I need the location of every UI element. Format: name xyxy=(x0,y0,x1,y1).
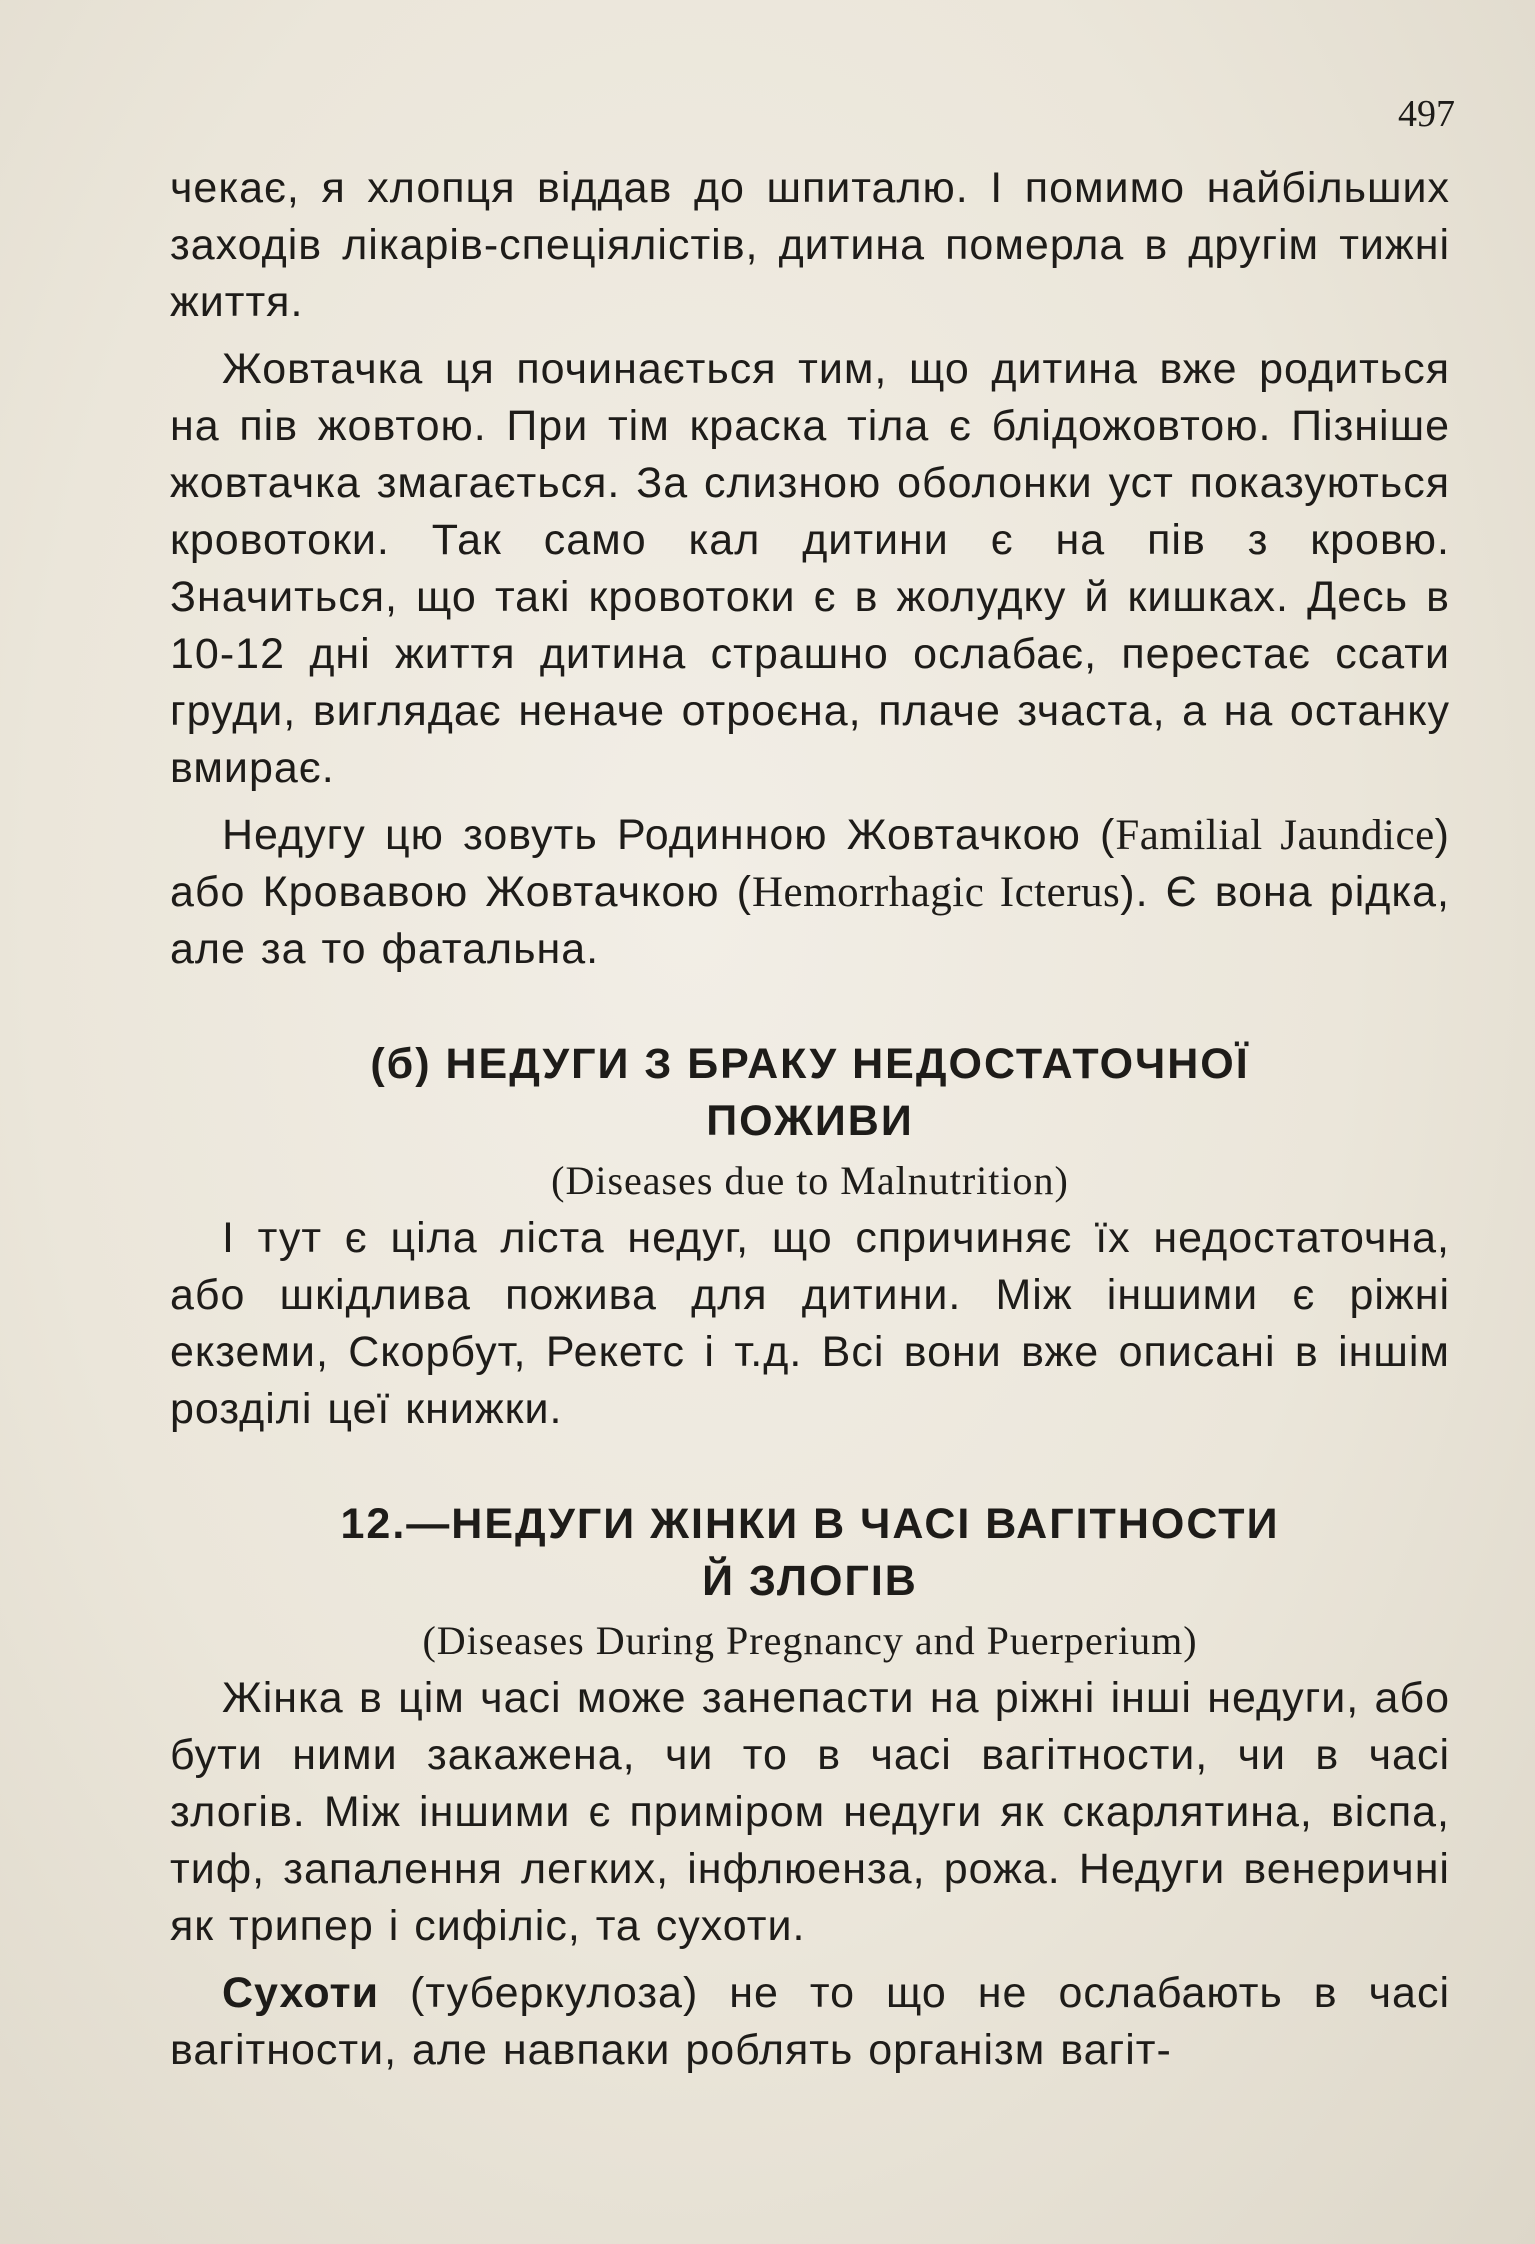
section-b-title-line2: ПОЖИВИ xyxy=(706,1097,914,1145)
section-12-paragraph: Жінка в цім часі може занепасти на ріжні інші недуги, або бути ними закажена, чи то в часі вагітности, чи в часі злогів. Між іншими є приміром недуги як скарлятина, віспа, тиф, запалення легких, інфлюенза, рожа. Недуги венеричні як трипер і сифіліс, та сухоти. xyxy=(170,1674,1450,1950)
section-12-tuberculosis-paragraph xyxy=(170,1965,1450,2079)
paragraph-jaundice-names xyxy=(170,807,1450,978)
para3-part2: ) або Кровавою Жовтачкою ( xyxy=(170,811,1450,916)
section-b-paragraph: І тут є ціла ліста недуг, що спричиняє їх недостаточна, або шкідлива пожива для дитини. Між іншими є ріжні екземи, Скорбут, Рекетс і т.д. Всі вони вже описані в іншім розділі цеї книжки. xyxy=(170,1214,1450,1433)
page-content xyxy=(170,160,1450,2079)
section-b-heading xyxy=(170,1036,1450,1150)
tuberculosis-term: Сухоти xyxy=(222,1969,380,2017)
paragraph-jaundice-description: Жовтачка ця починається тим, що дитина вже родиться на пів жовтою. При тім краска тіла є блідожовтою. Пізніше жовтачка змагається. За слизною оболонки уст показуються кровотоки. Так само кал дитини є на пів з кровю. Значиться, що такі кровотоки є в жолудку й кишках. Десь в 10-12 дні життя дитина страшно ослабає, перестає ссати груди, виглядає неначе отроєна, плаче зчаста, а на останку вмирає. xyxy=(170,345,1450,792)
tuberculosis-text: (туберкулоза) не то що не ослабають в часі вагітности, але навпаки роблять організм вагіт- xyxy=(170,1969,1450,2074)
section-12-title-line2: Й ЗЛОГІВ xyxy=(702,1557,918,1605)
english-term-hemorrhagic-icterus: Hemorrhagic Icterus xyxy=(751,869,1121,916)
paragraph-continuation: чекає, я хлопця віддав до шпиталю. І помимо найбільших заходів лікарів-спеціялістів, дитина померла в другім тижні життя. xyxy=(170,164,1450,326)
section-12-heading xyxy=(170,1496,1450,1610)
section-12-subtitle: (Diseases During Pregnancy and Puerperium) xyxy=(422,1618,1198,1663)
english-term-familial-jaundice: Familial Jaundice xyxy=(1115,812,1435,859)
section-b-subtitle: (Diseases due to Malnutrition) xyxy=(551,1158,1069,1203)
section-b-title-line1: (б) НЕДУГИ З БРАКУ НЕДОСТАТОЧНОЇ xyxy=(370,1040,1250,1088)
page-number: 497 xyxy=(1398,93,1455,135)
section-12-title-line1: 12.—НЕДУГИ ЖІНКИ В ЧАСІ ВАГІТНОСТИ xyxy=(340,1500,1280,1548)
para3-part1: Недугу цю зовуть Родинною Жовтачкою ( xyxy=(222,811,1116,859)
para3-part3: ). Є вона рідка, але за то фатальна. xyxy=(170,868,1450,973)
